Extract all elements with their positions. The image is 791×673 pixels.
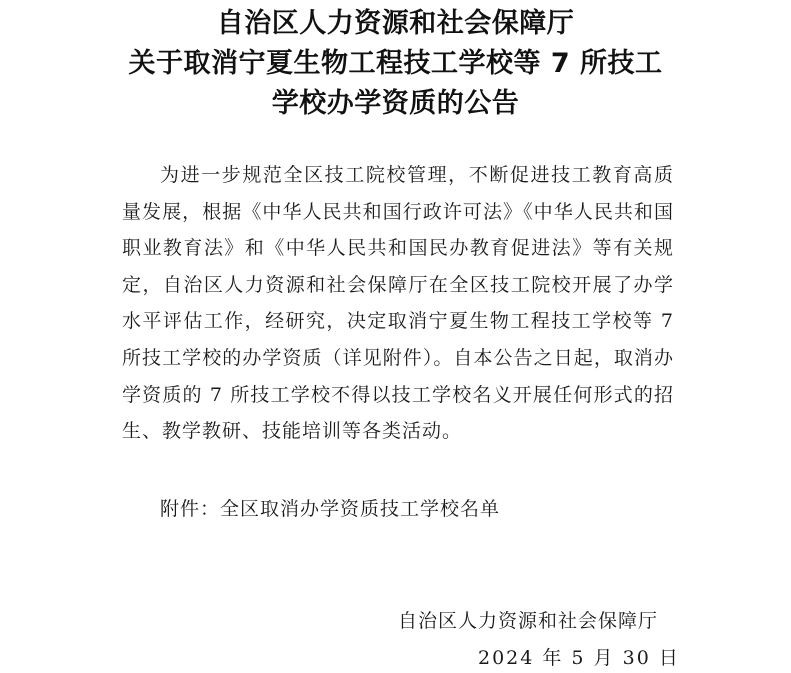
attachment-note: 附件：全区取消办学资质技工学校名单 (160, 498, 501, 520)
body-paragraph: 为进一步规范全区技工院校管理，不断促进技工教育高质量发展，根据《中华人民共和国行政许可法》《中华人民共和国职业教育法》和《中华人民共和国民办教育促进法》等有关规定，自治区人力资源和社会保障厅在全区技工院校开展了办学水平评估工作，经研究，决定取消宁夏生物工程技工学校等 7 所技工学校的办学资质（详见附件）。自本公告之日起，取消办学资质的 7 所技工学校不得以技工学校名义开展任何形式的招生、教学教研、技能培训等各类活动。 (122, 164, 674, 443)
title-line-3: 学校办学资质的公告 (271, 88, 520, 119)
issuer-signature: 自治区人力资源和社会保障厅 (398, 610, 659, 632)
document-title (0, 4, 791, 124)
issue-date: 2024 年 5 月 30 日 (478, 647, 680, 669)
title-line-1: 自治区人力资源和社会保障厅 (216, 8, 575, 39)
title-line-2: 关于取消宁夏生物工程技工学校等 7 所技工 (128, 48, 663, 79)
